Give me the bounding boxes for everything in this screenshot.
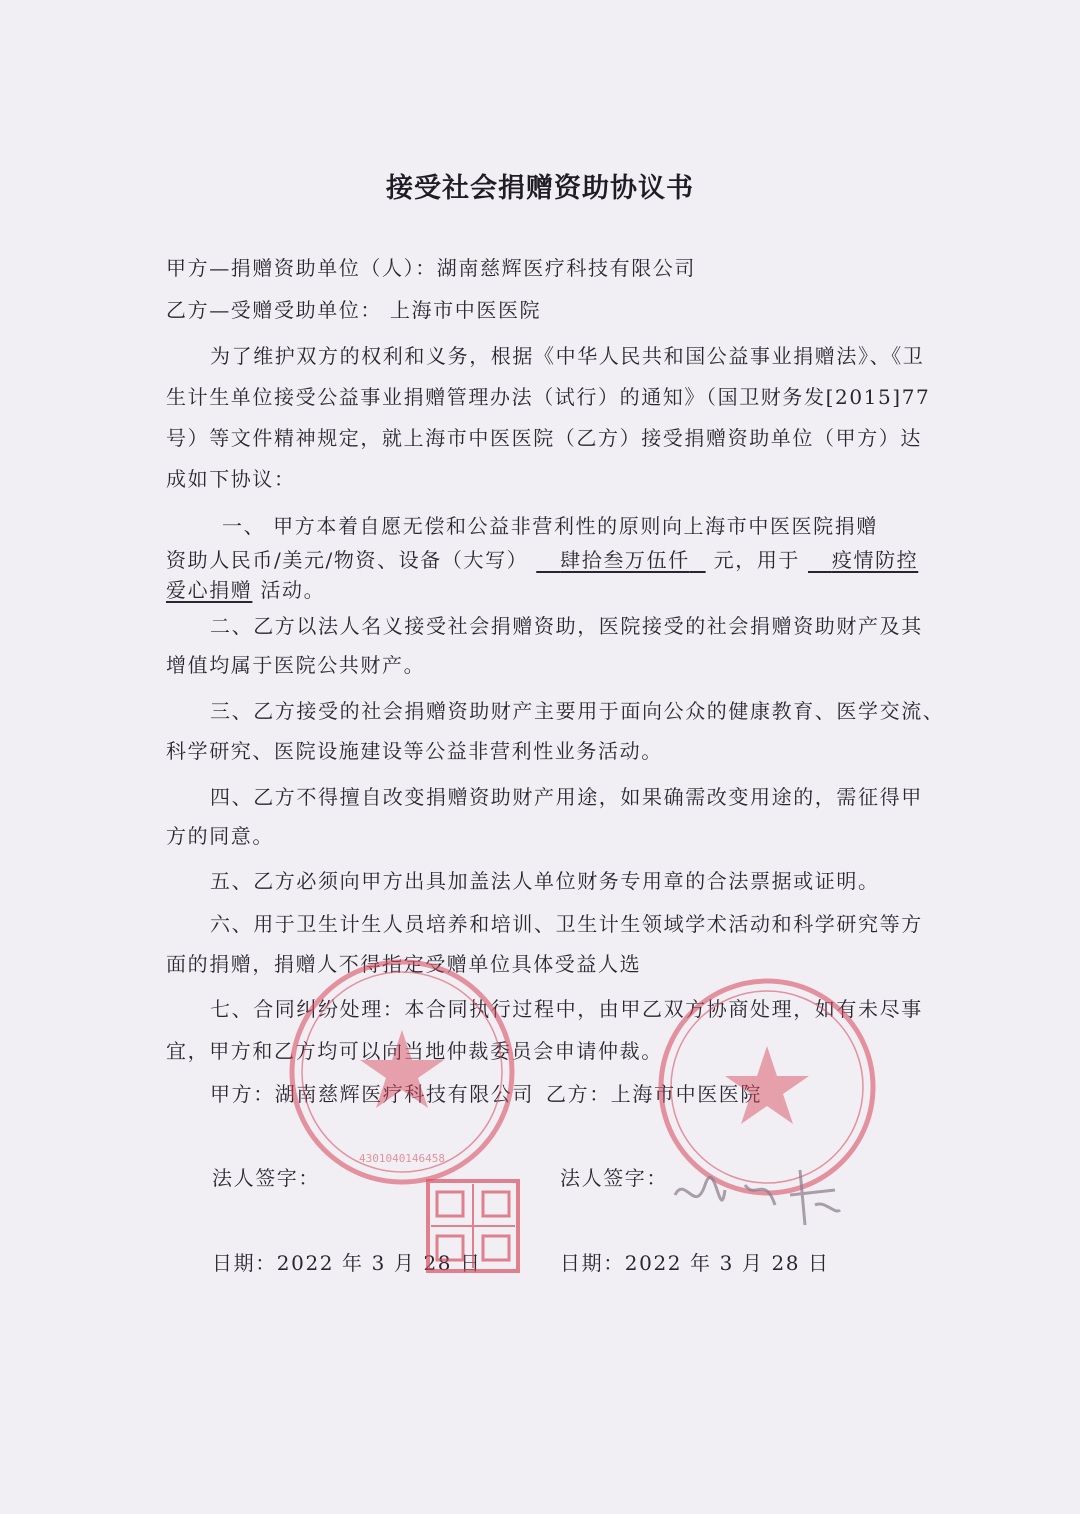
clause-3-line-1: 三、乙方接受的社会捐赠资助财产主要用于面向公众的健康教育、医学交流、 (210, 699, 945, 723)
intro-line-1: 为了维护双方的权利和义务，根据《中华人民共和国公益事业捐赠法》、《卫 (210, 344, 925, 368)
party-a-rep-label: 法人签字： (212, 1166, 320, 1190)
clause-5-line-1: 五、乙方必须向甲方出具加盖法人单位财务专用章的合法票据或证明。 (210, 869, 880, 893)
party-a-date: 日期：2022 年 3 月 28 日 (212, 1251, 482, 1275)
donation-purpose-part-1: 疫情防控 (831, 548, 919, 572)
clause-4-line-2: 方的同意。 (166, 824, 274, 848)
clause-1-prefix: 资助人民币/美元/物资、设备（大写） (166, 548, 529, 572)
company-seal-number: 4301040146458 (358, 1152, 446, 1165)
intro-line-4: 成如下协议： (166, 467, 296, 491)
clause-4-line-1: 四、乙方不得擅自改变捐赠资助财产用途，如果确需改变用途的，需征得甲 (210, 785, 923, 809)
clause-2-line-1: 二、乙方以法人名义接受社会捐赠资助，医院接受的社会捐赠资助财产及其 (210, 614, 923, 638)
party-b-date: 日期：2022 年 3 月 28 日 (560, 1251, 830, 1275)
donation-purpose-part-2: 爱心捐赠 (166, 578, 253, 602)
legal-rep-signature (665, 1155, 865, 1235)
party-b-line: 乙方—受赠受助单位： 上海市中医医院 (166, 298, 542, 322)
clause-3-line-2: 科学研究、医院设施建设等公益非营利性业务活动。 (166, 739, 663, 763)
party-a-signature-name: 甲方：湖南慈辉医疗科技有限公司 (210, 1082, 534, 1106)
clause-7-line-1: 七、合同纠纷处理：本合同执行过程中，由甲乙双方协商处理，如有未尽事 (210, 997, 923, 1021)
company-seal (282, 952, 522, 1192)
clause-6-line-1: 六、用于卫生计生人员培养和培训、卫生计生领域学术活动和科学研究等方 (210, 912, 923, 936)
clause-6-line-2: 面的捐赠，捐赠人不得指定受赠单位具体受益人选 (166, 952, 642, 976)
clause-1-line-3 (166, 576, 325, 604)
clause-1-line-1: 一、 甲方本着自愿无偿和公益非营利性的原则向上海市中医医院捐赠 (222, 514, 878, 538)
clause-2-line-2: 增值均属于医院公共财产。 (166, 653, 426, 677)
party-b-rep-label: 法人签字： (560, 1166, 668, 1190)
clause-1-mid: 元，用于 (713, 548, 801, 572)
clause-1-suffix: 活动。 (260, 578, 326, 602)
intro-line-3: 号）等文件精神规定，就上海市中医医院（乙方）接受捐赠资助单位（甲方）达 (166, 426, 922, 450)
clause-1-line-2 (166, 546, 918, 574)
clause-7-line-2: 宜，甲方和乙方均可以向当地仲裁委员会申请仲裁。 (166, 1039, 663, 1063)
party-b-signature-name: 乙方：上海市中医医院 (546, 1082, 762, 1106)
party-a-line: 甲方—捐赠资助单位（人）：湖南慈辉医疗科技有限公司 (166, 256, 696, 280)
intro-line-2: 生计生单位接受公益事业捐赠管理办法（试行）的通知》（国卫财务发[2015]77 (166, 385, 931, 409)
document-title: 接受社会捐赠资助协议书 (386, 173, 694, 204)
donation-amount: 肆拾叁万伍仟 (560, 548, 690, 572)
